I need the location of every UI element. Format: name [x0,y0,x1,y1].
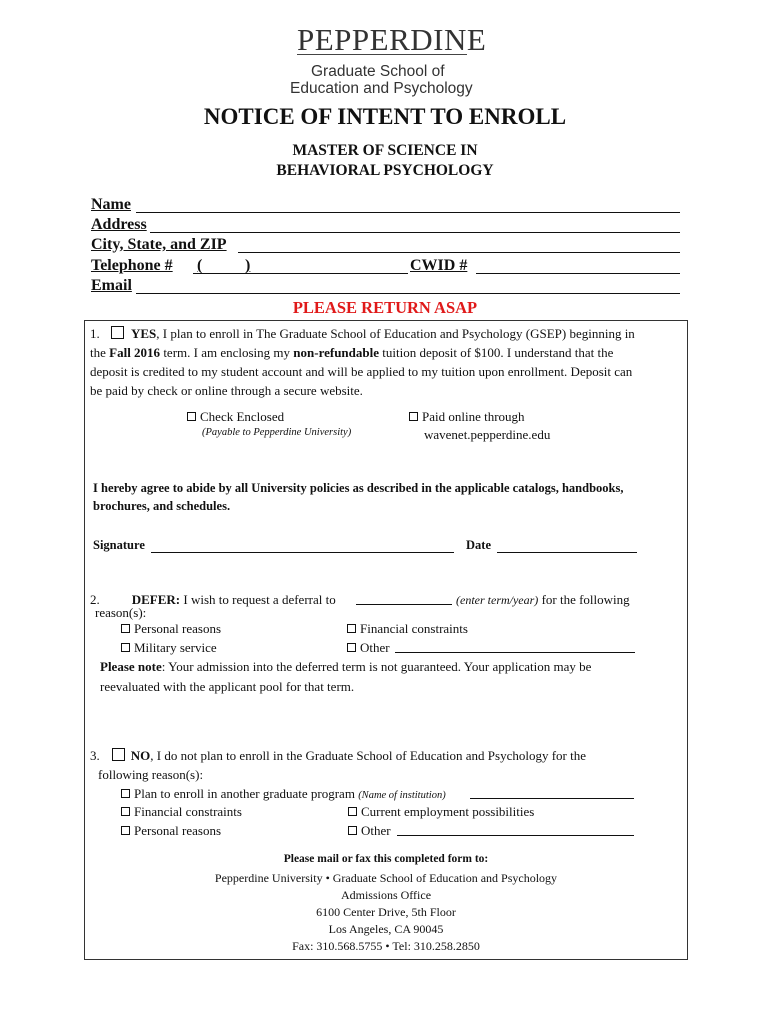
defer-financial-option [347,619,468,638]
logo-line1: Graduate School of [311,63,445,80]
employment-option [348,802,534,821]
mailing-line3: 6100 Center Drive, 5th Floor [316,905,456,919]
no-financial-checkbox[interactable] [121,807,130,816]
no-financial-label: Financial constraints [134,804,242,819]
option1-number: 1. [90,326,100,341]
website-text: wavenet.pepperdine.edu [424,427,551,442]
agree-line1: I hereby agree to abide by all University policies as described in the applicable catalogs, handbooks, [93,481,624,495]
date-label: Date [466,538,491,552]
no-other-field[interactable] [397,835,634,836]
option1-text2b: term. I am enclosing my [160,345,294,360]
option1-text2a: the [90,345,110,360]
email-field[interactable] [136,293,680,294]
yes-checkbox[interactable] [111,326,124,339]
address-label: Address [91,216,147,233]
defer-financial-checkbox[interactable] [347,624,356,633]
cwid-field[interactable] [476,273,680,274]
option1-line3: deposit is credited to my student account and will be applied to my tuition upon enrollment. Deposit can [90,364,633,379]
no-personal-checkbox[interactable] [121,826,130,835]
telephone-label: Telephone # [91,257,173,274]
name-institution-hint: (Name of institution) [358,790,446,801]
name-field[interactable] [136,212,680,213]
agree-line2: brochures, and schedules. [93,499,231,513]
city-state-zip-label: City, State, and ZIP [91,236,227,253]
option1-line2 [90,343,613,362]
email-label: Email [91,277,132,294]
subtitle-line1: MASTER OF SCIENCE IN [292,142,478,159]
defer-other-checkbox[interactable] [347,643,356,652]
pepperdine-logo: PEPPERDINE [297,22,487,57]
logo-underline [297,54,467,55]
option3-number: 3. [90,748,100,763]
city-state-zip-field[interactable] [238,252,680,253]
payable-note: (Payable to Pepperdine University) [202,427,352,438]
no-label: NO [130,748,151,763]
paid-online-checkbox[interactable] [409,412,418,421]
institution-field[interactable] [470,798,634,799]
paid-online-label: Paid online through [422,409,525,424]
defer-note-text1: : Your admission into the deferred term is not guaranteed. Your application may be [161,659,592,674]
mailing-line2: Admissions Office [340,888,432,902]
defer-other-option [347,638,390,657]
subtitle-line2: BEHAVIORAL PSYCHOLOGY [276,162,494,179]
address-field[interactable] [150,232,680,233]
defer-financial-label: Financial constraints [360,621,468,636]
please-note-label: Please note [100,659,162,674]
telephone-close-paren: ) [245,257,251,274]
defer-personal-checkbox[interactable] [121,624,130,633]
defer-note-line1 [100,657,591,676]
deferral-term-field[interactable] [356,604,452,605]
telephone-field[interactable] [193,273,408,274]
date-field[interactable] [497,552,637,553]
defer-note-line2: reevaluated with the applicant pool for that term. [100,679,355,694]
option3-line1 [90,746,586,765]
option1-text2c: tuition deposit of $100. I understand that the [379,345,614,360]
another-program-checkbox[interactable] [121,789,130,798]
mailing-heading: Please mail or fax this completed form to: [283,853,489,865]
option3-text1: , I do not plan to enroll in the Graduate School of Education and Psychology for the [150,748,587,763]
signature-label: Signature [93,538,145,552]
mailing-line5: Fax: 310.568.5755 • Tel: 310.258.2850 [292,939,480,953]
check-enclosed-label: Check Enclosed [200,409,285,424]
no-checkbox[interactable] [112,748,125,761]
no-personal-option [121,821,221,840]
check-enclosed-option [187,407,284,426]
logo-line2: Education and Psychology [290,80,473,97]
option2-text1: I wish to request a deferral to [180,592,336,607]
defer-label: DEFER: [131,592,181,607]
telephone-open-paren: ( [197,257,203,274]
non-refundable-text: non-refundable [293,345,380,360]
enter-term-hint: (enter term/year) [456,593,539,607]
defer-military-label: Military service [134,640,217,655]
another-program-label: Plan to enroll in another graduate program [134,786,355,801]
defer-personal-label: Personal reasons [134,621,222,636]
defer-military-option [121,638,217,657]
option2-line1-end [456,590,630,610]
cwid-label: CWID # [410,257,468,274]
no-personal-label: Personal reasons [134,823,222,838]
defer-other-field[interactable] [395,652,635,653]
option2-text1b: for the following [538,592,630,607]
option1-text1: , I plan to enroll in The Graduate School of Education and Psychology (GSEP) beginning in [156,326,635,341]
option3-line2: following reason(s): [98,767,204,782]
employment-checkbox[interactable] [348,807,357,816]
page-title: NOTICE OF INTENT TO ENROLL [203,104,567,129]
no-other-option [348,821,391,840]
return-notice: PLEASE RETURN ASAP [292,298,478,317]
defer-other-label: Other [360,640,390,655]
yes-label: YES [131,326,157,341]
defer-military-checkbox[interactable] [121,643,130,652]
employment-label: Current employment possibilities [361,804,535,819]
defer-personal-option [121,619,221,638]
option2-number: 2. [90,592,100,607]
name-label: Name [91,196,131,213]
no-financial-option [121,802,242,821]
no-other-label: Other [361,823,391,838]
mailing-line1: Pepperdine University • Graduate School of Education and Psychology [214,871,558,885]
paid-online-option [409,407,525,426]
option2-line2: reason(s): [95,605,147,620]
mailing-line4: Los Angeles, CA 90045 [328,922,444,936]
no-other-checkbox[interactable] [348,826,357,835]
enroll-term: Fall 2016 [109,345,161,360]
signature-field[interactable] [151,552,454,553]
check-enclosed-checkbox[interactable] [187,412,196,421]
option1-line4: be paid by check or online through a secure website. [90,383,363,398]
option1-line1 [90,324,635,343]
